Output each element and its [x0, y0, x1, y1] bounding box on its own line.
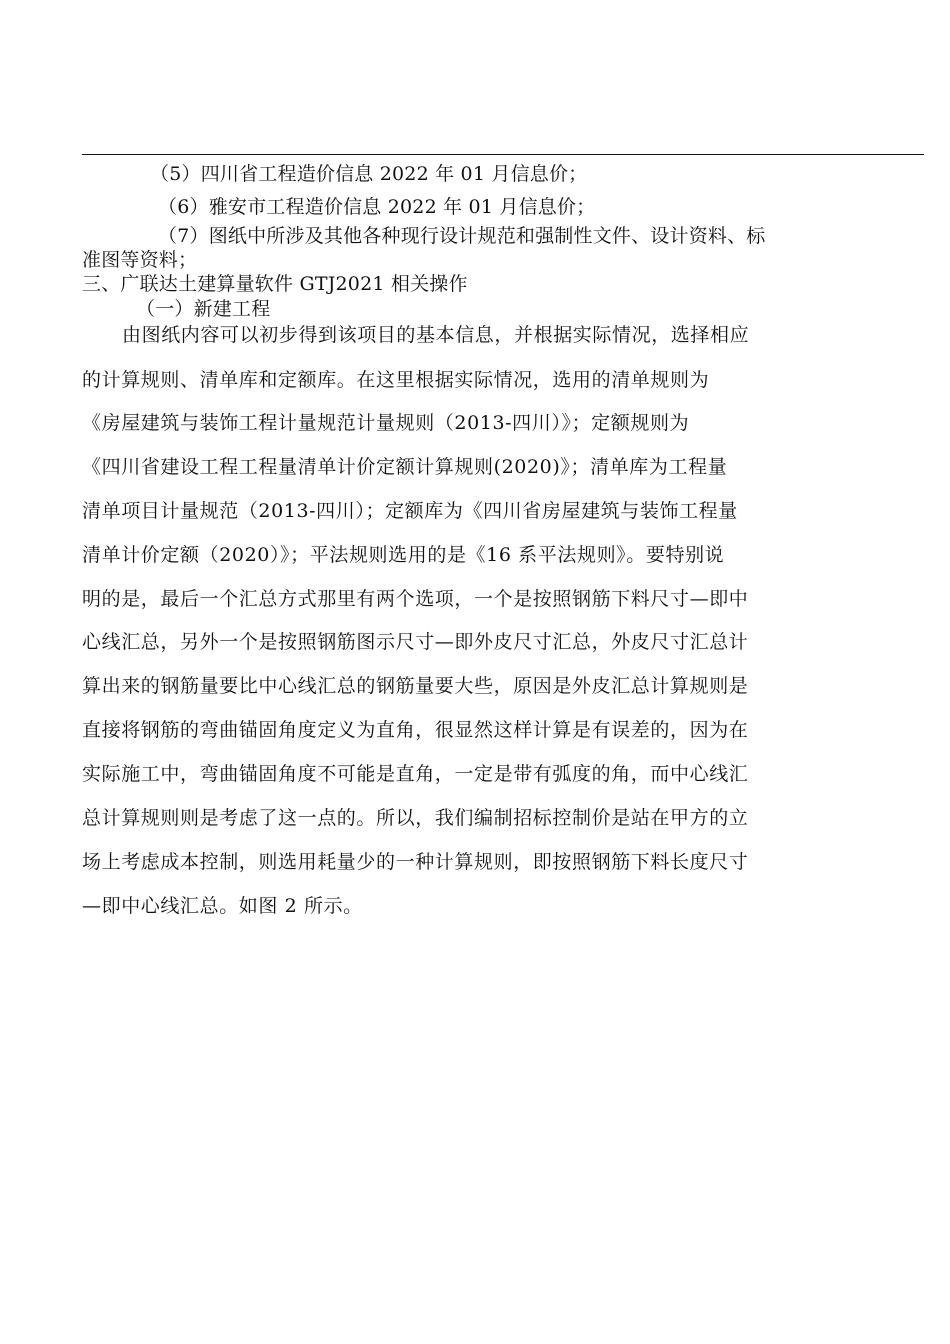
- list-item-7-continued: 准图等资料；: [82, 249, 198, 271]
- paragraph-line: 总计算规则则是考虑了这一点的。所以，我们编制招标控制价是站在甲方的立: [82, 807, 749, 829]
- list-item-6: （6）雅安市工程造价信息 2022 年 01 月信息价；: [158, 196, 596, 218]
- paragraph-line: 心线汇总，另外一个是按照钢筋图示尺寸—即外皮尺寸汇总，外皮尺寸汇总计: [82, 631, 749, 653]
- paragraph-line: 《房屋建筑与装饰工程计量规范计量规则（2013-四川）》；定额规则为: [82, 412, 690, 434]
- paragraph-line: 算出来的钢筋量要比中心线汇总的钢筋量要大些，原因是外皮汇总计算规则是: [82, 675, 749, 697]
- paragraph-line: 场上考虑成本控制，则选用耗量少的一种计算规则，即按照钢筋下料长度尺寸: [82, 851, 749, 873]
- paragraph-line: 由图纸内容可以初步得到该项目的基本信息，并根据实际情况，选择相应: [122, 324, 750, 346]
- list-item-7: （7）图纸中所涉及其他各种现行设计规范和强制性文件、设计资料、标: [158, 225, 766, 247]
- header-rule: [82, 154, 924, 155]
- paragraph-line: 直接将钢筋的弯曲锚固角度定义为直角，很显然这样计算是有误差的，因为在: [82, 719, 749, 741]
- section-heading: 三、广联达土建算量软件 GTJ2021 相关操作: [82, 273, 468, 295]
- paragraph-line: —即中心线汇总。如图 2 所示。: [82, 895, 363, 917]
- paragraph-line: 《四川省建设工程工程量清单计价定额计算规则(2020)》；清单库为工程量: [82, 456, 728, 478]
- paragraph-line: 清单项目计量规范（2013-四川）；定额库为《四川省房屋建筑与装饰工程量: [82, 500, 738, 522]
- list-item-5: （5）四川省工程造价信息 2022 年 01 月信息价；: [150, 163, 588, 185]
- paragraph-line: 清单计价定额（2020）》；平法规则选用的是《16 系平法规则》。要特别说: [82, 544, 725, 566]
- paragraph-line: 的计算规则、清单库和定额库。在这里根据实际情况，选用的清单规则为: [82, 369, 710, 391]
- subsection-heading: （一）新建工程: [136, 298, 271, 320]
- paragraph-line: 实际施工中，弯曲锚固角度不可能是直角，一定是带有弧度的角，而中心线汇: [82, 763, 749, 785]
- paragraph-line: 明的是，最后一个汇总方式那里有两个选项，一个是按照钢筋下料尺寸—即中: [82, 588, 749, 610]
